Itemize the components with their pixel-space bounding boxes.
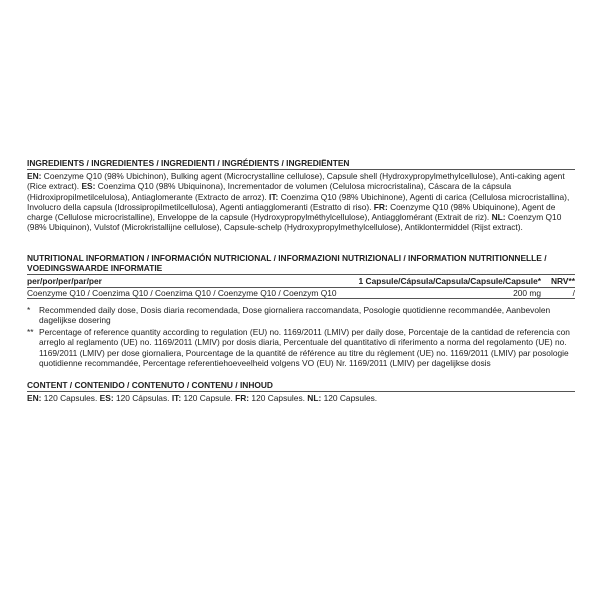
- content-code-it: IT:: [171, 393, 182, 404]
- content-fr: 120 Capsules.: [251, 393, 305, 404]
- table-row: [27, 287, 575, 298]
- ingredients-text: [27, 171, 575, 232]
- content-es: 120 Cápsulas.: [115, 393, 170, 404]
- content-nl: 120 Capsules.: [323, 393, 378, 404]
- footnote-2: [27, 327, 575, 368]
- nutrient-nrv: /: [547, 287, 575, 298]
- ingredients-section: [27, 158, 575, 232]
- col-nrv: NRV**: [550, 276, 575, 287]
- footnote-2-text: Percentage of reference quantity according to regulation (EU) no. 1169/2011 (LMIV) per daily dose, Porcentaje de la cantidad de referencia con arreglo al reglamento (UE) no. 1169/2011 (LMIV) por dosis diaria, Percentuale del quantitativo di riferimento a norma del regolamento (UE) no. 1169/2011 (LMIV) per dose giornaliera, Pourcentage de la quantité de référence au titre du règlement (UE) no. 1169/2011 (LMIV) par posologie quotidienne recommandée, Percentage referentiehoeveelheid volgens VO (EU) Nr. 1169/2011 (LMIV) per dagelijkse dosis: [39, 327, 570, 368]
- ingredients-nl: Coenzym Q10 (98% Ubiquinon), Vulstof (Microkristallijne cellulose), Capsule-schelp (Hydroxypropylmethylcellulose), Antiklontermiddel (Rijst extract).: [27, 212, 562, 233]
- nutrient-name: Coenzyme Q10 / Coenzima Q10 / Coenzima Q10 / Coenzyme Q10 / Coenzym Q10: [27, 287, 350, 298]
- footnote-1-text: Recommended daily dose, Dosis diaria recomendada, Dose giornaliera raccomandata, Posologie quotidienne recommandée, Aanbevolen dagelijkse dosering: [39, 304, 551, 326]
- footnote-1-mark: *: [27, 304, 31, 315]
- nutrition-table-header: [27, 276, 575, 287]
- content-code-en: EN:: [27, 393, 42, 404]
- ingredients-divider: [27, 169, 575, 170]
- lang-code-it: IT:: [269, 191, 279, 202]
- ingredients-es: Coenzima Q10 (98% Ubiquinona), Incrementador de volumen (Celulosa microcristalina), Cáscara de la cápsula (Hidroxipropilmetilcelulosa), Antiaglomerante (Extracto de arroz).: [27, 181, 512, 202]
- footnote-2-mark: **: [27, 327, 34, 338]
- nutrition-section: [27, 253, 575, 368]
- content-section: [27, 380, 575, 403]
- nutrient-amount: 200 mg: [350, 287, 547, 298]
- ingredients-heading: INGREDIENTS / INGREDIENTES / INGREDIENTI / INGRÉDIENTS / INGREDIËNTEN: [27, 158, 350, 168]
- content-text: [27, 393, 575, 403]
- ingredients-fr: Coenzyme Q10 (98% Ubiquinone), Agent de charge (Cellulose microcristalline), Enveloppe de la capsule (Hydroxypropylméthylcellulose), Antiagglomérant (Extrait de riz).: [27, 201, 556, 223]
- content-heading: CONTENT / CONTENIDO / CONTENUTO / CONTENU / INHOUD: [27, 380, 273, 390]
- content-en: 120 Capsules.: [43, 393, 98, 404]
- nutrition-heading: NUTRITIONAL INFORMATION / INFORMACIÓN NUTRICIONAL / INFORMAZIONI NUTRIZIONALI / INFORMATION NUTRITIONNELLE / VOEDINGSWAARDE INFORMATIE: [27, 253, 547, 274]
- nutrition-divider: [27, 274, 575, 275]
- content-code-es: ES:: [99, 393, 114, 404]
- table-bottom-rule: [27, 298, 575, 299]
- col-per: per/por/per/par/per: [27, 276, 102, 287]
- ingredients-it: Coenzima Q10 (98% Ubichinone), Agenti di carica (Cellulosa microcristallina), Involucro della capsula (Idrossipropilmetilcellulosa), Agenti antiagglomeranti (Estratto di riso).: [27, 191, 570, 212]
- content-code-fr: FR:: [235, 393, 250, 404]
- content-code-nl: NL:: [307, 393, 322, 404]
- lang-code-fr: FR:: [373, 201, 388, 212]
- col-serving: 1 Capsule/Cápsula/Capsula/Capsule/Capsule*: [358, 276, 541, 287]
- content-divider: [27, 391, 575, 392]
- footnote-1: [27, 305, 575, 325]
- lang-code-es: ES:: [81, 181, 96, 192]
- lang-code-en: EN:: [27, 171, 42, 182]
- lang-code-nl: NL:: [491, 212, 506, 223]
- content-it: 120 Capsule.: [183, 393, 233, 404]
- nutrition-table: [27, 276, 575, 298]
- ingredients-en: Coenzyme Q10 (98% Ubichinon), Bulking agent (Microcrystalline cellulose), Capsule shell (Hydroxypropylmethylcellulose), Anti-caking agent (Rice extract).: [27, 171, 565, 192]
